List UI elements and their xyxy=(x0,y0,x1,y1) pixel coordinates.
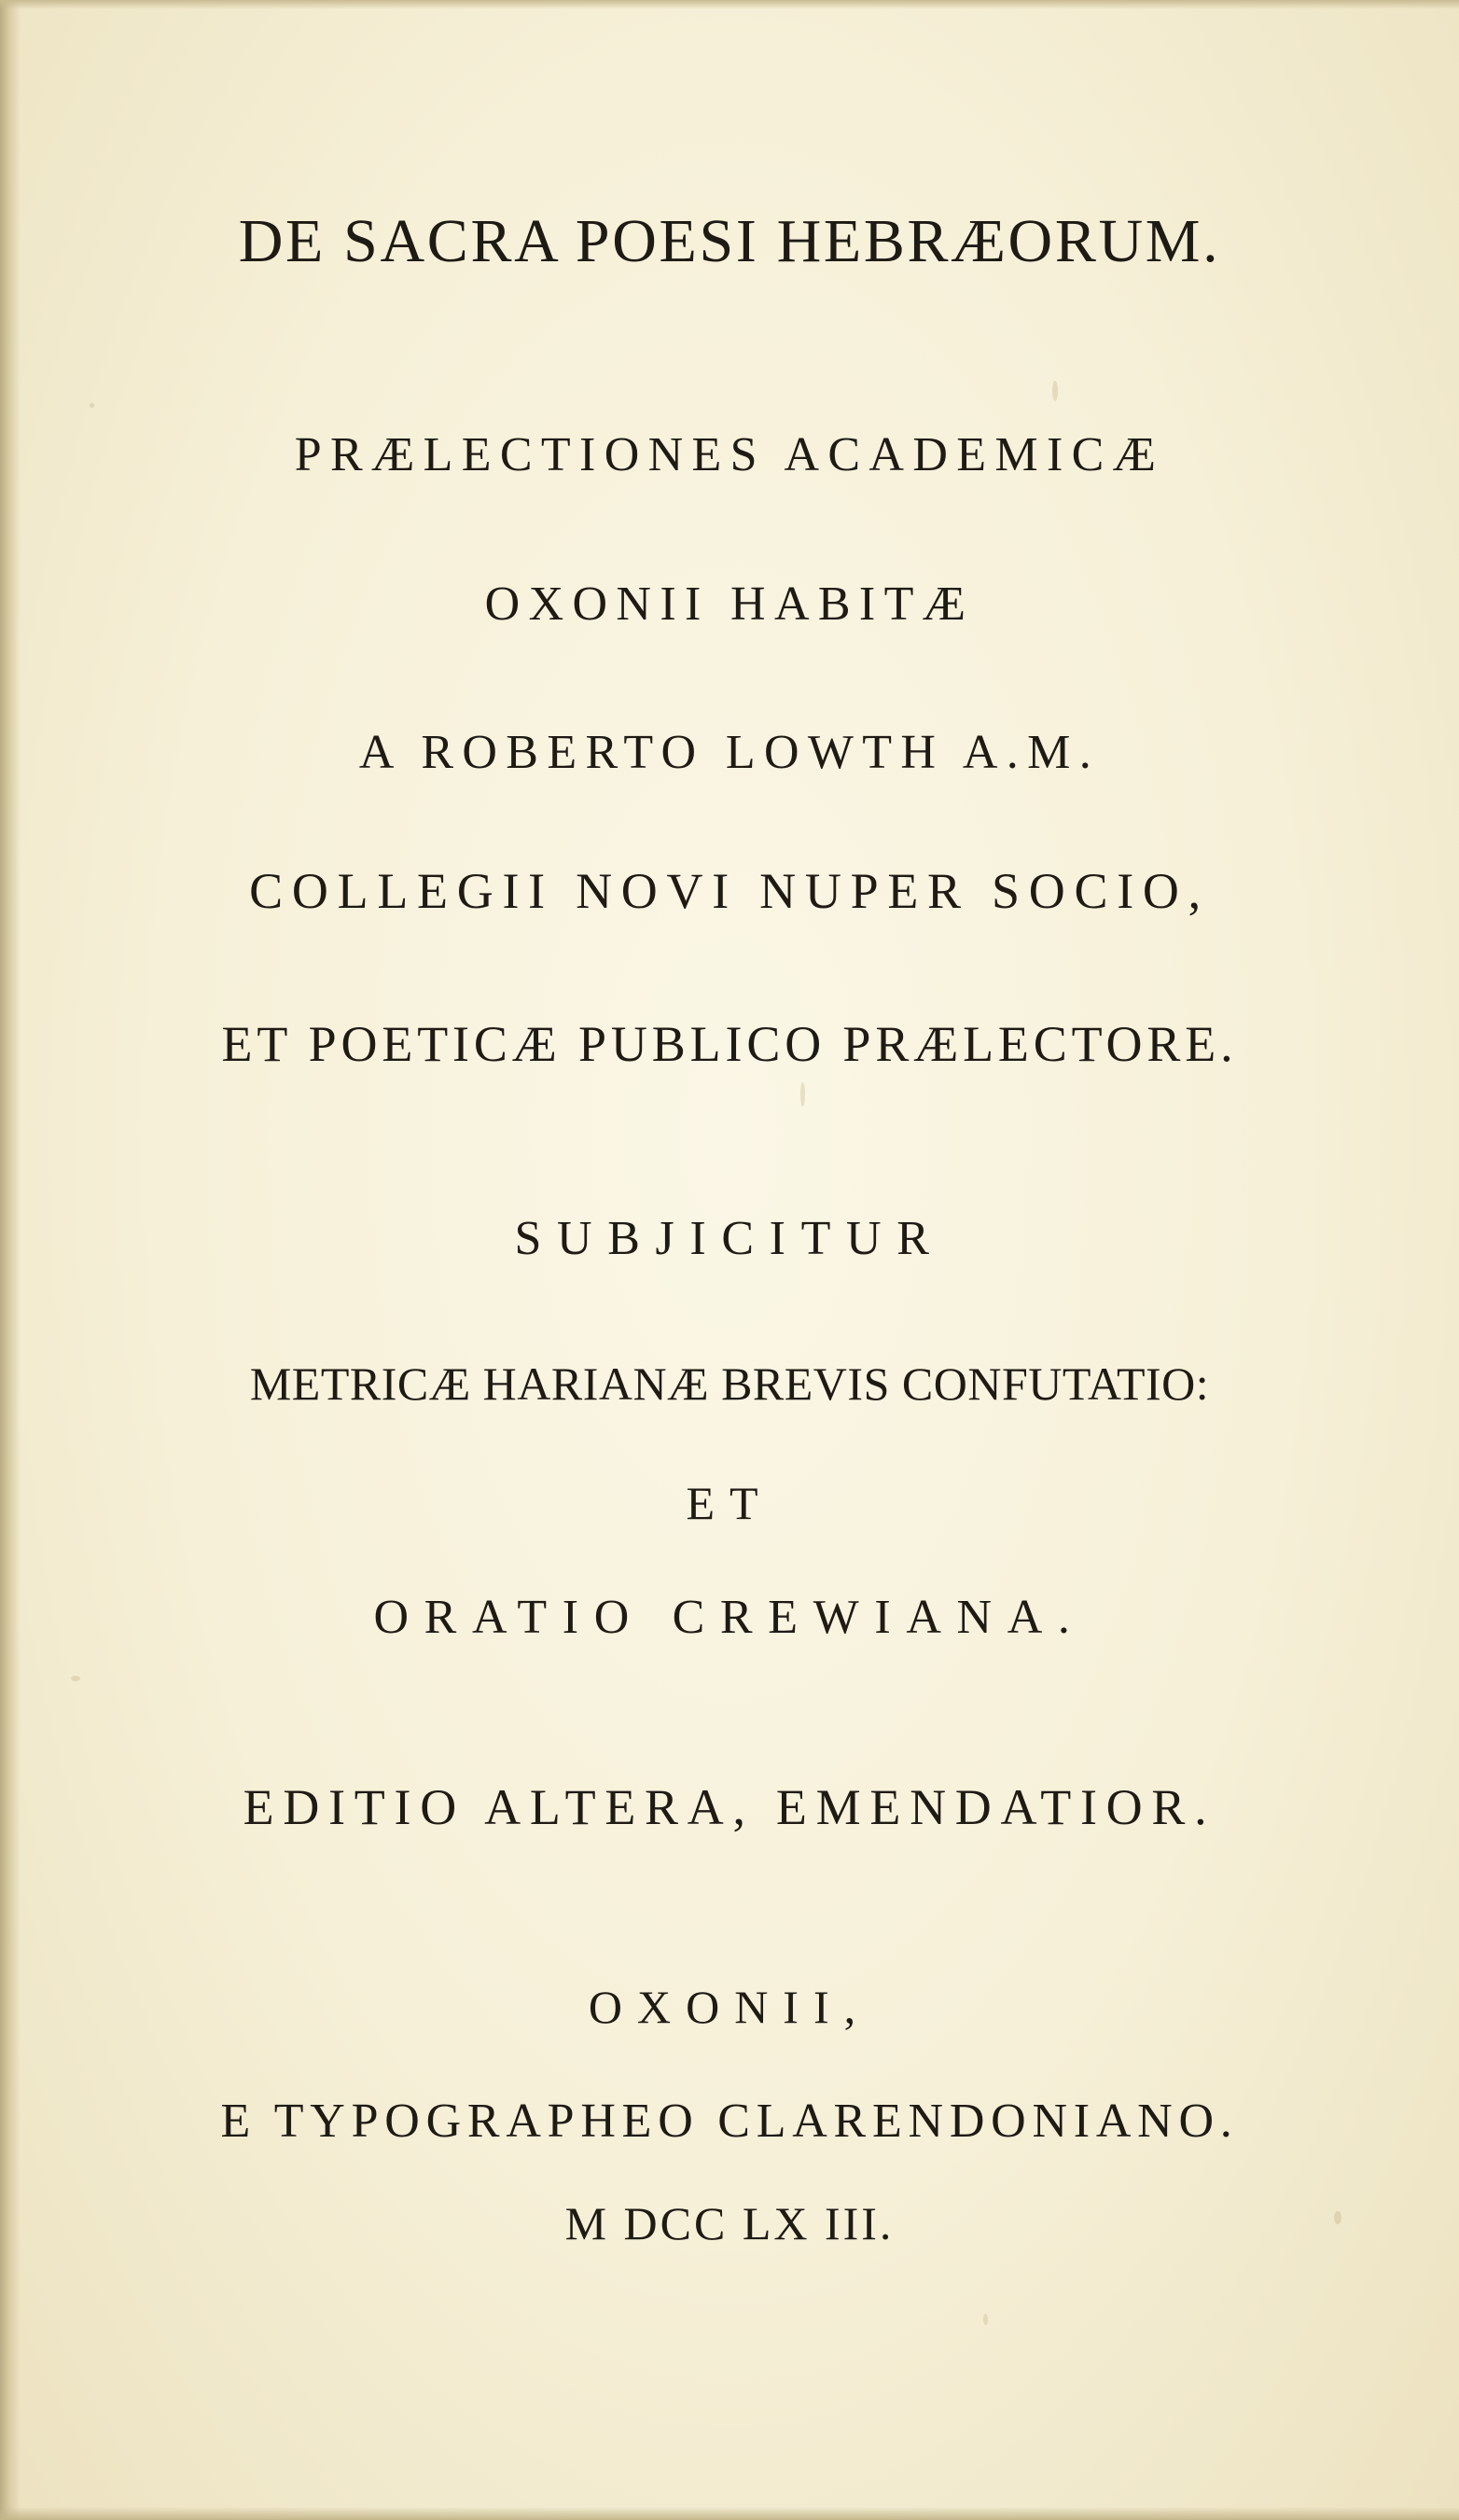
foxing-spot xyxy=(1052,381,1058,401)
foxing-spot xyxy=(90,403,94,408)
subtitle-oxonii-habitae: OXONII HABITÆ xyxy=(484,578,975,631)
author-line: A ROBERTO LOWTH A.M. xyxy=(358,726,1101,779)
appendix-et: ET xyxy=(686,1477,773,1529)
appendix-subjicitur: SUBJICITUR xyxy=(514,1212,945,1265)
edition-statement: EDITIO ALTERA, EMENDATIOR. xyxy=(243,1779,1216,1835)
foxing-spot xyxy=(800,1082,805,1107)
foxing-spot xyxy=(71,1676,80,1681)
page-bottom-edge xyxy=(0,2507,1459,2520)
imprint-printer: E TYPOGRAPHEO CLARENDONIANO. xyxy=(220,2095,1239,2148)
appendix-oratio-crewiana: ORATIO CREWIANA. xyxy=(373,1591,1086,1644)
foxing-spot xyxy=(983,2314,988,2325)
author-role-collegii: COLLEGII NOVI NUPER SOCIO, xyxy=(249,863,1210,919)
page-top-edge xyxy=(0,0,1459,9)
subtitle-praelectiones: PRÆLECTIONES ACADEMICÆ xyxy=(294,428,1165,481)
appendix-metricae: METRICÆ HARIANÆ BREVIS CONFUTATIO: xyxy=(249,1357,1210,1410)
author-role-poeticae: ET POETICÆ PUBLICO PRÆLECTORE. xyxy=(221,1016,1238,1072)
book-title: DE SACRA POESI HEBRÆORUM. xyxy=(238,207,1221,275)
imprint-year: M DCC LX III. xyxy=(564,2197,895,2249)
imprint-place: OXONII, xyxy=(588,1981,871,2033)
